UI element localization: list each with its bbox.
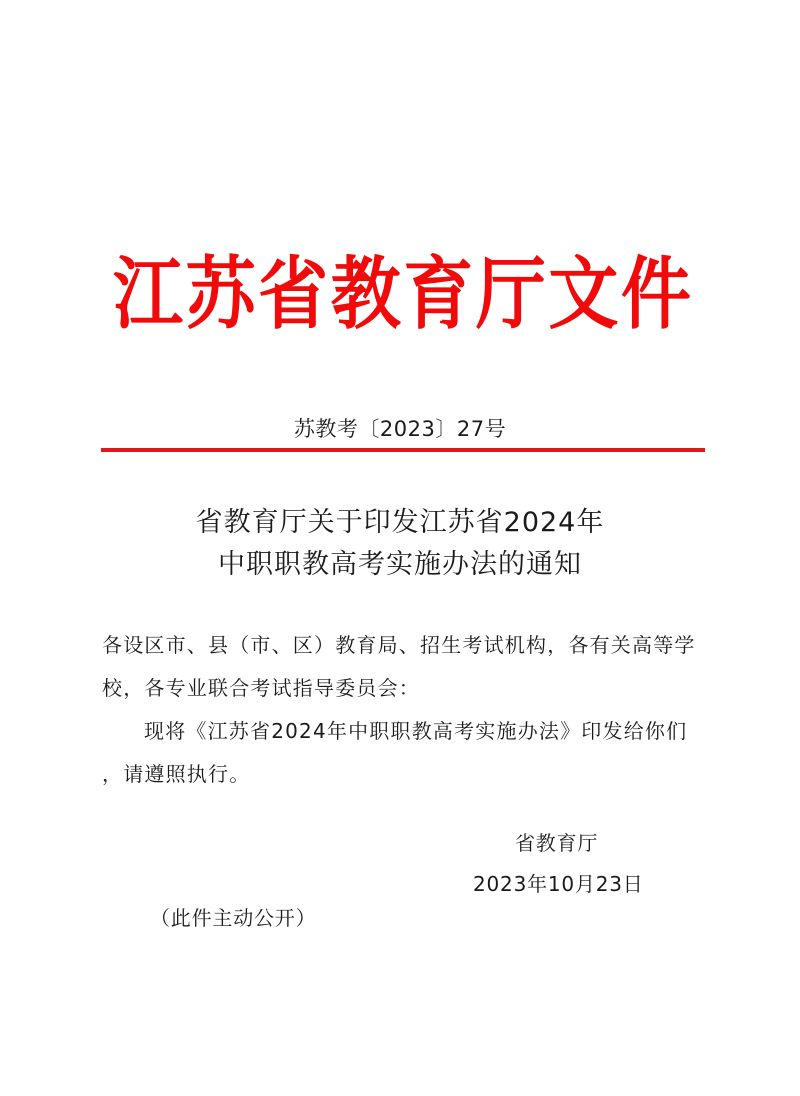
signature-date: 2023年10月23日 <box>473 872 644 896</box>
masthead-char: 育 <box>403 246 474 340</box>
masthead-char: 文 <box>548 246 619 340</box>
body-addressee-line-2: 校，各专业联合考试指导委员会： <box>102 676 420 700</box>
signature-organization: 省教育厅 <box>515 831 599 855</box>
body-paragraph-line-1: 现将《江苏省2024年中职职教高考实施办法》印发给你们 <box>144 719 688 743</box>
body-addressee-line-1: 各设区市、县（市、区）教育局、招生考试机构，各有关高等学 <box>102 633 696 657</box>
masthead-char: 江 <box>113 246 183 340</box>
masthead-char: 厅 <box>475 246 546 340</box>
document-number: 苏教考〔2023〕27号 <box>293 417 507 441</box>
masthead-char: 省 <box>258 246 329 340</box>
red-separator-rule <box>101 448 705 452</box>
masthead-char: 苏 <box>185 246 256 340</box>
document-body <box>102 624 702 796</box>
masthead-char: 件 <box>620 246 691 340</box>
masthead-char: 教 <box>330 246 401 340</box>
title-line-2: 中职职教高考实施办法的通知 <box>218 549 582 580</box>
document-title <box>0 502 800 586</box>
title-line-1: 省教育厅关于印发江苏省2024年 <box>195 507 605 538</box>
body-paragraph-line-2: ，请遵照执行。 <box>102 762 251 786</box>
document-masthead <box>112 246 692 342</box>
disclosure-note: （此件主动公开） <box>150 906 317 930</box>
